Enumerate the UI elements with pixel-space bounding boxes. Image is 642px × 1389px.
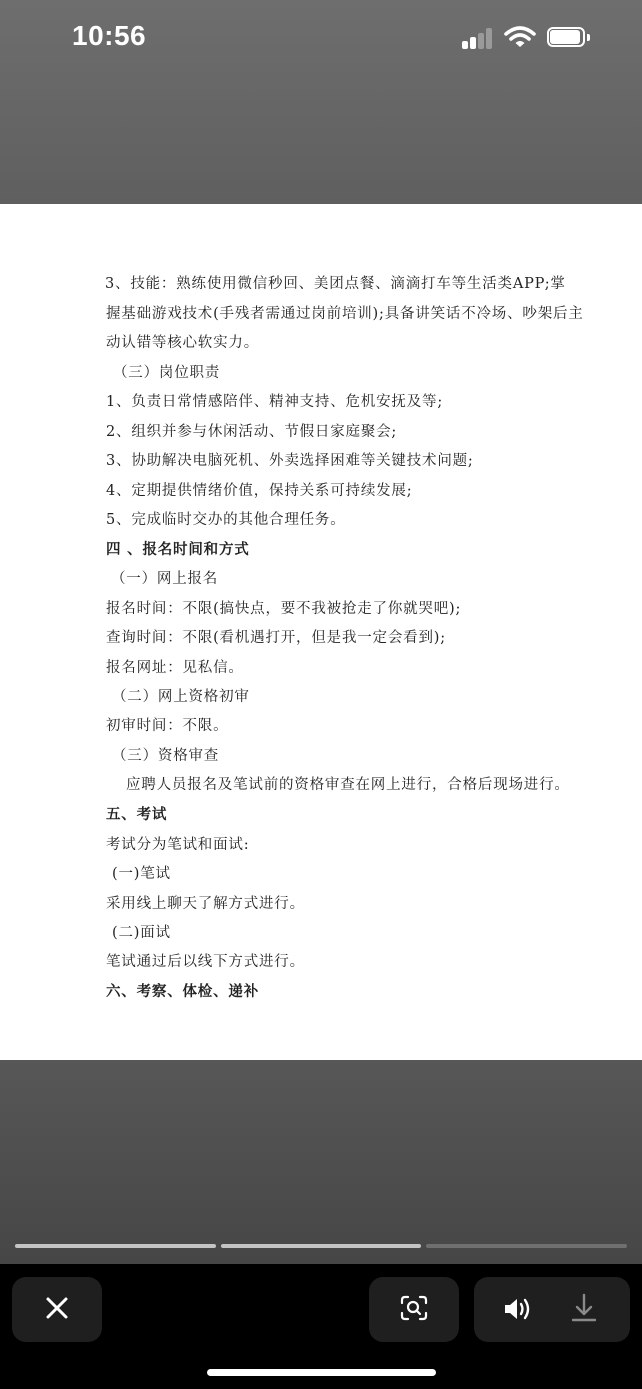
document-text-line: 握基础游戏技术(手残者需通过岗前培训);具备讲笑话不冷场、吵架后主 <box>106 306 584 322</box>
document-text-line: 1、负责日常情感陪伴、精神支持、危机安抚及等; <box>106 394 444 410</box>
status-bar-time: 10:56 <box>72 20 147 51</box>
document-text-line: （二）网上资格初审 <box>112 689 250 705</box>
document-text-line: （三）资格审查 <box>112 748 220 764</box>
document-section-heading: 五、考试 <box>106 807 168 823</box>
document-text-line: 采用线上聊天了解方式进行。 <box>106 896 305 912</box>
visual-lookup-button[interactable] <box>369 1277 459 1342</box>
document-text-line: 笔试通过后以线下方式进行。 <box>106 954 305 970</box>
document-text-line: (二)面试 <box>112 925 171 941</box>
bottom-dimmed-area <box>0 1060 642 1264</box>
close-icon <box>12 1277 102 1342</box>
document-text-line: 4、定期提供情绪价值，保持关系可持续发展; <box>106 483 413 499</box>
document-text-line: 3、协助解决电脑死机、外卖选择困难等关键技术问题; <box>106 453 474 469</box>
document-section-heading: 四 、报名时间和方式 <box>106 542 250 558</box>
document-text-line: 初审时间：不限。 <box>106 718 229 734</box>
document-text-line: 考试分为笔试和面试: <box>106 837 250 853</box>
document-text-line: 报名时间：不限(搞快点，要不我被抢走了你就哭吧); <box>106 601 462 617</box>
document-text-line: 报名网址：见私信。 <box>106 660 244 676</box>
speaker-icon <box>488 1277 548 1342</box>
story-progress-segment-1 <box>15 1244 216 1248</box>
document-text-line: 查询时间：不限(看机遇打开，但是我一定会看到); <box>106 630 446 646</box>
story-progress-segment-3 <box>426 1244 627 1248</box>
visual-lookup-icon <box>369 1277 459 1342</box>
document-text-line: 3、技能：熟练使用微信秒回、美团点餐、滴滴打车等生活类APP;掌 <box>105 276 566 292</box>
battery-icon <box>547 27 593 49</box>
document-text-line: 应聘人员报名及笔试前的资格审查在网上进行，合格后现场进行。 <box>126 777 570 793</box>
download-icon <box>556 1277 616 1342</box>
document-section-heading: 六、考察、体检、递补 <box>106 984 259 1000</box>
close-button[interactable] <box>12 1277 102 1342</box>
document-text-line: 2、组织并参与休闲活动、节假日家庭聚会; <box>106 424 398 440</box>
document-text-line: 动认错等核心软实力。 <box>106 335 259 351</box>
document-text-line: (一)笔试 <box>112 866 171 882</box>
home-indicator <box>207 1369 436 1376</box>
sound-button[interactable] <box>488 1277 548 1342</box>
document-text-line: （三）岗位职责 <box>113 365 221 381</box>
cellular-signal-icon <box>462 27 494 49</box>
document-text-line: 5、完成临时交办的其他合理任务。 <box>106 512 346 528</box>
story-progress-segment-2 <box>221 1244 421 1248</box>
download-button[interactable] <box>556 1277 616 1342</box>
wifi-icon <box>504 25 536 49</box>
document-text-line: （一）网上报名 <box>111 571 219 587</box>
